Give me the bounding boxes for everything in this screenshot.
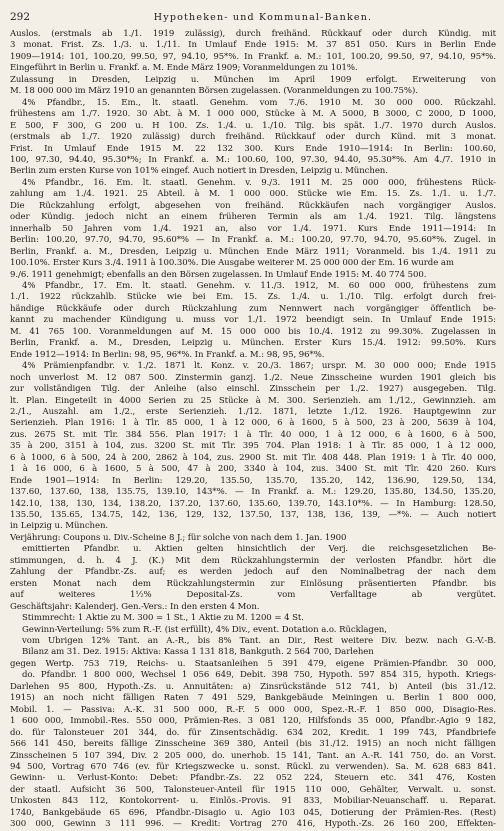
text-line: 2./1., Auszahl. am 1./2., erste Serienzieh. 1./12. 1871, letzte 1./12. 1926. Hauptgewinn zur — [10, 406, 496, 417]
text-line: Unkosten 843 112, Kontokorrent- u. Einlös.-Provis. 91 833, Mobiliar-Neuanschaff. u. Reparat. — [10, 796, 496, 807]
text-line: Zulassung in Dresden, Leipzig u. München im April 1909 erfolgt. Erweiterung von — [10, 74, 496, 85]
text-line: Berlin, Frankf. a. M., Dresden, Leipzig u. München. Erster Kurs 15./4. 1912: 99.50%. Kurs — [10, 338, 496, 349]
text-line: 94 500, Vortrag 670 746 (ev. für Kriegszwecke u. sonst. Rückl. zu verwenden). Sa. M. 628 683 841. — [10, 762, 496, 772]
text-line: 100.10%. Erster Kurs 3./4. 1911 à 100.30%. Die Ausgabe weiterer M. 25 000 000 der Em. 16 wurde am — [10, 258, 454, 269]
text-line: Zinsscheinen 5 107 394, Div. 2 205 000, do. unerhob. 15 141, Tant. an A.-R. 141 750, do. an Vorst. — [10, 750, 496, 761]
text-line: Frist. In Umlauf Ende 1915 M. 22 132 300. Kurs Ende 1910—1914: In Berlin: 100.60, — [10, 143, 496, 154]
text-line: Mobil. 1. — Passiva: A.-K. 31 500 000, R.-F. 5 000 000, Spez.-R.-F. 1 850 000, Disagio-Res. — [10, 704, 496, 715]
text-line: Ende 1901—1914: In Berlin: 129.20, 135.50, 135.70, 135.20, 142, 136.90, 129.50, 134, — [10, 475, 496, 486]
text-line: 6 à 1000, 6 à 500, 24 à 200, 2862 à 104, zus. 2900 St. mit Tlr. 408 448. Plan 1919: 1 à Tlr. 40 000, — [10, 452, 496, 463]
document-body — [10, 29, 496, 831]
text-line: do. für Talonsteuer 201 344, do. für Zinsentschädig. 634 202, Kredit. 1 199 743, Pfandbriefe — [10, 727, 496, 738]
text-line: stimmungen, d. h. 4 J. (K.) Mit dem Rückzahlungstermin der verlosten Pfandbr. hört die — [10, 555, 496, 566]
text-line: 1915) an noch nicht fälligen Raten 7 491 529, Bankgebäude Meiningen u. Berlin 1 800 000, — [10, 693, 496, 704]
running-title: Hypotheken- und Kommunal-Banken. — [153, 12, 373, 23]
text-line: Bilanz am 31. Dez. 1915: Aktiva: Kassa 1 131 818, Bankguth. 2 564 700, Darlehen — [22, 647, 374, 658]
text-line: Gewinn- u. Verlust-Konto: Debet: Pfandbr.-Zs. 22 052 224, Steuern etc. 341 476, Kosten — [10, 773, 496, 784]
text-line: Darlehen 95 800, Hypoth.-Zs. u. Annuitäten: a) Zinsrückstände 512 741, b) Anteil (bis 31./12. — [10, 681, 496, 692]
text-line: 1 à 16 000, 6 à 1600, 5 à 500, 47 à 200, 3340 à 104, zus. 3400 St. mit Tlr. 420 260. Kurs — [10, 464, 496, 475]
page-number: 292 — [10, 11, 31, 23]
text-line: frühestens am 1./7. 1920. 30 Abt. à M. 1 000 000, Stücke à M. A 5000, B 3000, C 2000, D 1000, — [10, 109, 496, 120]
text-line: 566 141 450, bereits fällige Zinsscheine 369 380, Anteil (bis 31./12. 1915) an noch nicht fälligen — [10, 739, 496, 750]
text-line: gegen Wertp. 753 719, Reichs- u. Staatsanleihen 5 391 479, eigene Prämien-Pfandbr. 30 000, — [10, 658, 496, 669]
text-line: 4% Pfandbr., 16. Em. lt. staatl. Genehm. v. 9./3. 1911 M. 25 000 000, frühestens Rück- — [22, 177, 496, 188]
text-line: 1./1. 1922 rückzahlb. Stücke wie bei Em. 15. Zs. 1./4. u. 1./10. Tilg. erfolgt durch frei- — [10, 292, 496, 303]
text-line: M. 18 000 000 im März 1910 an genannten Börsen zugelassen. (Voranmeldungen zu 100.75%). — [10, 86, 418, 97]
page-header — [10, 10, 496, 25]
text-line: Berlin: 100.20, 97.70, 94.70, 95.60*% — In Frankf. a. M.: 100.20, 97.70, 94.70, 95.60*%. Zugel. in — [10, 235, 496, 246]
text-line: E 500, F 300, G 200 u. H 100. Zs. 1./4. u. 1./10. Tilg. bis spät. 1./7. 1970 durch Auslos. — [10, 120, 496, 131]
text-line: zahlung am 1./4. 1921. 25 Abteil. à M. 1 000 000. Stücke wie Em. 15. Zs. 1./1. u. 1./7. — [10, 189, 496, 200]
text-line: Berlin, Frankf. a. M., Dresden, Leipzig u. München Ende März 1911; Voranmeld. bis 1./4. 1911 zu — [10, 246, 496, 257]
text-line: 9./6. 1911 genehmigt; ebenfalls an den Börsen zugelassen. In Umlauf Ende 1915: M. 40 774 500. — [10, 269, 427, 280]
text-line: M. 41 765 100. Voranmeldungen auf M. 15 000 000 bis 10./4. 1912 zu 99.30%. Zugelassen in — [10, 326, 496, 337]
text-line: emittierten Pfandbr. u. Aktien gelten hinsichtlich der Verj. die reichsgesetzlichen Be- — [22, 544, 496, 555]
text-line: Stimmrecht: 1 Aktie zu M. 300 = 1 St., 1 Aktie zu M. 1200 = 4 St. — [22, 613, 304, 624]
text-line: der staatl. Aufsicht 36 500, Talonsteuer-Anteil für 1915 110 000, Gehälter, Verwalt. u. sonst. — [10, 784, 496, 795]
text-line: 4% Prämienpfandbr. v. 1./2. 1871 lt. Konz. v. 20./3. 1867; urspr. M. 30 000 000; Ende 1915 — [22, 361, 496, 372]
text-line: ersten Monat nach dem Rückzahlungstermin zur Einlösung präsentierten Pfandbr. bis — [10, 578, 496, 589]
text-line: zur vollständigen Tilg. der Anleihe (also einschl. Zinsschein per 1./2. 1927) ausgegeben. Tilg. — [10, 384, 496, 395]
text-line: (erstmals ab 1./7. 1920 zulässig) durch freihänd. Rückkauf oder durch Künd. mit 3 monat. — [10, 132, 496, 143]
text-line: Zahlung der Pfandbr.-Zs. auf; es werden jedoch auf den Nominalbetrag der nach dem — [10, 567, 496, 578]
text-line: oder Kündig. jedoch nicht an einem früheren Termin als am 1./4. 1921. Tilg. längstens — [10, 212, 496, 223]
text-line: händige Rückkäufe oder durch Rückzahlung zum Nennwert nach vorgängiger öffentlich be- — [10, 303, 496, 314]
text-line: Geschäftsjahr: Kalenderj. Gen.-Vers.: In den ersten 4 Mon. — [10, 601, 260, 612]
text-line: Verjährung: Coupons u. Div.-Scheine 8 J.; für solche von nach dem 1. Jan. 1900 — [10, 532, 347, 543]
text-line: 35 à 200, 3151 à 104, zus. 3200 St. mit Tlr. 395 704. Plan 1918: 1 à Tlr. 85 000, 1 à 12 000, — [10, 441, 496, 452]
text-line: Serienzieh. Plan 1916: 1 à Tlr. 85 000, 1 à 12 000, 6 à 1600, 5 à 500, 23 à 200, 5639 à 104, — [10, 418, 496, 429]
text-line: 300 000, Gewinn 3 111 996. — Kredit: Vortrag 270 416, Hypoth.-Zs. 26 160 200, Effekten- — [10, 819, 496, 830]
text-line: 4% Pfandbr., 17. Em. lt. staatl. Genehm. v. 11./3. 1912, M. 60 000 000, frühestens zum — [22, 280, 496, 291]
text-line: Berlin zum ersten Kurse von 101% eingef. Auch notiert in Dresden, Leipzig u. München. — [10, 166, 388, 177]
text-line: noch unverlost M. 12 087 500. Zinstermin ganzj. 1./2. Neue Zinsscheine wurden 1901 gleich bis — [10, 372, 496, 383]
text-line: Ende 1912—1914: In Berlin: 98, 95, 96*%. In Frankf. a. M.: 98, 95, 96*%. — [10, 349, 325, 360]
text-line: lt. Plan. Eingeteilt in 4000 Serien zu 25 Stücke à M. 300. Serienzieh. am 1./12., Gewinnzieh. am — [10, 395, 496, 406]
text-line: 4% Pfandbr., 15. Em., lt. staatl. Genehm. vom 7./6. 1910 M. 30 000 000. Rückzahl. — [22, 97, 496, 108]
text-line: 1740, Bankgebäude 65 696, Pfandbr.-Disagio u. Agio 103 045, Dotierung der Prämien-Res. (Rest) — [10, 807, 496, 818]
text-line: zus. 2675 St. mit Tlr. 384 556. Plan 1917: 1 à Tlr. 40 000, 1 à 12 000, 6 à 1600, 6 à 500, — [10, 429, 496, 440]
text-line: auf weiteres 1½% Deposital-Zs. vom Verfalltage ab vergütet. — [10, 590, 496, 601]
text-line: 100, 97.30, 94.40, 95.30*%; In Frankf. a. M.: 100.60, 100, 97.30, 94.40, 95.30*%. Am 4./7. 1910 in — [10, 154, 496, 165]
text-line: in Leipzig u. München. — [10, 521, 109, 532]
text-line: do. Pfandbr. 1 800 000, Wechsel 1 056 649, Debit. 398 750, Hypoth. 597 854 315, hypoth. Kriegs- — [22, 670, 496, 681]
text-line: Die Rückzahlung erfolgt, abgesehen von freihänd. Rückkäufen nach vorgängiger Auslos. — [10, 200, 496, 211]
text-line: Eingeführt in Berlin u. Frankf. a. M. Ende März 1909; Voranmeldungen zu 101%. — [10, 63, 358, 74]
text-line: innerhalb 50 Jahren vom 1./4. 1921 an, also vor 1./4. 1971. Kurs Ende 1911—1914: In — [10, 223, 496, 234]
text-line: 137.60, 137.60, 138, 135.75, 139.10, 143*%. — In Frankf. a. M.: 129.20, 135.80, 134.50, 135.20, — [10, 487, 496, 498]
text-line: Gewinn-Verteilung: 5% zum R.-F. (ist erfüllt), 4% Div., event. Dotation a.o. Rücklagen, — [22, 624, 387, 635]
text-line: vom Übrigen 12% Tant. an A.-R., bis 8% Tant. an Dir., Rest weitere Div. bezw. nach G.-V.-B. — [22, 636, 496, 647]
text-line: kannt zu machender Kündigung u. muss vor 1./1. 1972 beendigt sein. In Umlauf Ende 1915: — [10, 315, 496, 326]
text-line: 135.50, 135.65, 134.75, 142, 136, 129, 132, 137.50, 137, 138, 136, 139, —*%. — Auch notiert — [10, 510, 496, 521]
text-line: 1 600 000, Immobil.-Res. 550 000, Prämien-Res. 3 081 120, Hilfsfonds 35 000, Pfandbr.-Agio 9 182, — [10, 716, 496, 727]
text-line: 3 monat. Frist. Zs. 1./3. u. 1./11. In Umlauf Ende 1915: M. 37 851 050. Kurs in Berlin Ende — [10, 40, 496, 51]
text-line: 142.10, 138, 130, 134, 138.20, 137.20, 137.60, 135.60, 139.70, 143.10*%. — In Hamburg: 128.50, — [10, 498, 496, 509]
text-line: Auslos. (erstmals ab 1./1. 1919 zulässig), durch freihänd. Rückkauf oder durch Kündig. mit — [10, 29, 496, 39]
text-line: 1909—1914: 101, 100.20, 99.50, 97, 94.10, 95*%. In Frankf. a. M.: 101, 100.20, 99.50, 97, 94.10, 95*%. — [10, 51, 496, 62]
